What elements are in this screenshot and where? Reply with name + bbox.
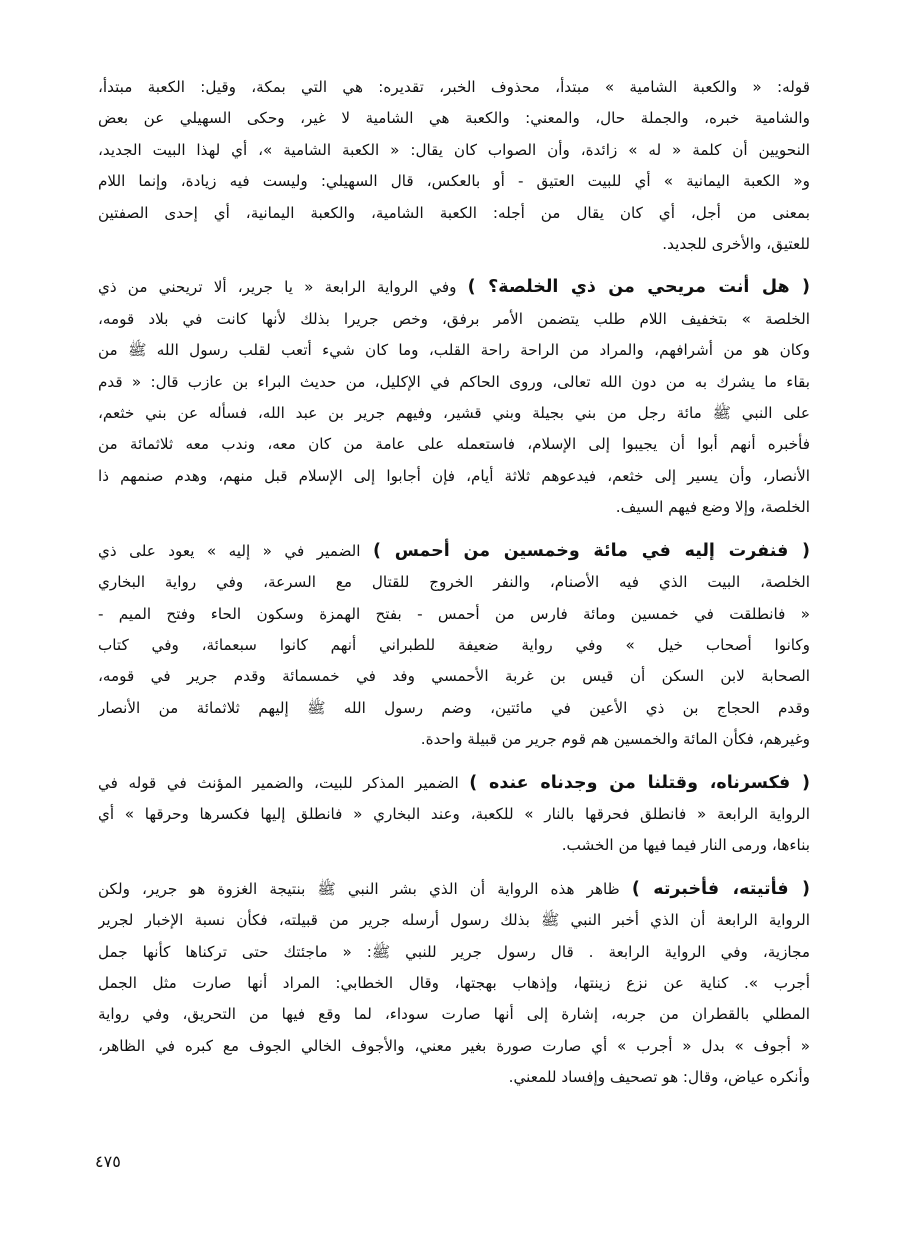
text-line [98, 768, 810, 799]
text-line: « فانطلقت في خمسين ومائة فارس من أحمس - بفتح الهمزة وسكون الحاء وفتح الميم - [98, 604, 810, 623]
paragraph-kasarnahu [98, 768, 810, 862]
text-line: بناءها، ورمى النار فيما فيها من الخشب. [561, 836, 810, 855]
text-line: على النبي ﷺ مائة رجل من بني بجيلة وبني قشير، وفيهم جرير بن عبد الله، فسأله عن بني خثعم، [98, 404, 810, 423]
text-line: قوله: « والكعبة الشامية » مبتدأ، محذوف الخبر، تقديره: هي التي بمكة، وقيل: الكعبة مبتدأ، [98, 78, 810, 96]
text-line: وكان هو من أشرافهم، والمراد من الراحة راحة القلب، وما كان شيء أتعب لقلب رسول الله ﷺ من [98, 341, 810, 360]
text-run: الضمير المذكر للبيت، والضمير المؤنث في قوله في [98, 773, 459, 792]
section-heading: ( هل أنت مريحي من ذي الخلصة؟ ) [467, 277, 810, 298]
text-line: للعتيق، والأخرى للجديد. [662, 235, 810, 254]
text-line: النحويين أن كلمة « له » زائدة، وأن الصواب كان يقال: « الكعبة الشامية »، أي لهذا البيت الجديد، [98, 140, 810, 159]
text-line [98, 536, 810, 567]
text-line: المطلي بالقطران من جربه، إشارة إلى أنها صارت سوداء، لما وقع فيها من التحريق، وفي رواية [98, 1005, 810, 1024]
text-line: الخلصة، وإلا وضع فيهم السيف. [615, 498, 810, 517]
text-line: وقدم الحجاج بن ذي الأعين في مائتين، وضم رسول الله ﷺ إليهم ثلاثمائة من الأنصار [98, 698, 810, 717]
paragraph-fatayttuhu [98, 874, 810, 1094]
text-line: الصحابة لابن السكن أن قيس بن غربة الأحمسي وفد في خمسمائة وقدم جرير في قومه، [98, 667, 810, 686]
text-line: الخلصة، البيت الذي فيه الأصنام، والنفر الخروج للقتال مع السرعة، وفي رواية البخاري [98, 573, 810, 592]
text-line [98, 874, 810, 905]
text-line: و« الكعبة اليمانية » أي للبيت العتيق - أو بالعكس، قال السهيلي: وليست فيه زيادة، وإنما اللام [98, 172, 810, 191]
paragraph-nafart [98, 536, 810, 756]
text-run: ظاهر هذه الرواية أن الذي بشر النبي ﷺ بنتيجة الغزوة هو جرير، ولكن [98, 879, 620, 898]
section-heading: ( فكسرناه، وقتلنا من وجدناه عنده ) [469, 772, 810, 793]
section-heading: ( فأتيته، فأخبرته ) [631, 878, 810, 899]
text-line: الخلصة » بتخفيف اللام طلب يتضمن الأمر برفق، وخص جريرا بذلك لأنها كانت في بلاد قومه، [98, 309, 810, 328]
section-heading: ( فنفرت إليه في مائة وخمسين من أحمس ) [372, 540, 810, 561]
text-line: الرواية الرابعة أن الذي أخبر النبي ﷺ بذلك رسول أرسله جرير من قبيلته، فكأن نسبة الإخبار لجرير [98, 911, 810, 930]
page-number: ٤٧٥ [95, 1152, 121, 1171]
text-run: وفي الرواية الرابعة « يا جرير، ألا تريحني من ذي [98, 278, 457, 297]
text-line: الأنصار، وأن يسير إلى خثعم، فيدعوهم ثلاثة أيام، فإن أجابوا إلى الإسلام قبل منهم، وهدم صنمهم ذا [98, 466, 810, 485]
text-line: فأخبره أنهم أبوا أن يجيبوا إلى الإسلام، فاستعمله على عامة من كان معه، وندب معه ثلاثمائة من [98, 435, 810, 454]
text-line: بقاء ما يشرك به من دون الله تعالى، وروى الحاكم في الإكليل، من حديث البراء بن عازب قال: « قدم [98, 372, 810, 391]
text-line [98, 272, 810, 303]
text-line: أجرب ». كناية عن نزع زينتها، وإذهاب بهجتها، وقال الخطابي: المراد أنها صارت مثل الجمل [98, 973, 810, 992]
text-line: وغيرهم، فكأن المائة والخمسين هم قوم جرير من قبيلة واحدة. [420, 730, 810, 749]
paragraph-kaaba-shamiya [98, 72, 810, 260]
text-line: بمعنى من أجل، أي كان يقال من أجله: الكعبة الشامية، والكعبة اليمانية، أي إحدى الصفتين [98, 203, 810, 222]
text-line: « أجوف » بدل « أجرب » أي صارت صورة بغير معني، والأجوف الخالي الجوف مع كبره في الظاهر، [98, 1036, 810, 1055]
text-run: الضمير في « إليه » يعود على ذي [98, 541, 361, 560]
text-line: الرواية الرابعة « فانطلق فحرقها بالنار » للكعبة، وعند البخاري « فانطلق إليها فكسرها وحرقها » أي [98, 804, 810, 823]
text-line: والشامية خبره، والجملة حال، والمعني: والكعبة هي الشامية لا غير، وحكى السهيلي عن بعض [98, 109, 810, 128]
text-line: وكانوا أصحاب خيل » وفي رواية ضعيفة للطبراني أنهم كانوا سبعمائة، وفي كتاب [98, 635, 810, 654]
paragraph-dhul-khalasa [98, 272, 810, 523]
page-body [98, 72, 810, 1106]
text-line: وأنكره عياض، وقال: هو تصحيف وإفساد للمعني. [508, 1068, 810, 1087]
text-line: مجازية، وفي الرواية الرابعة . قال رسول جرير للنبي ﷺ: « ماجئتك حتى تركناها كأنها جمل [98, 942, 810, 961]
